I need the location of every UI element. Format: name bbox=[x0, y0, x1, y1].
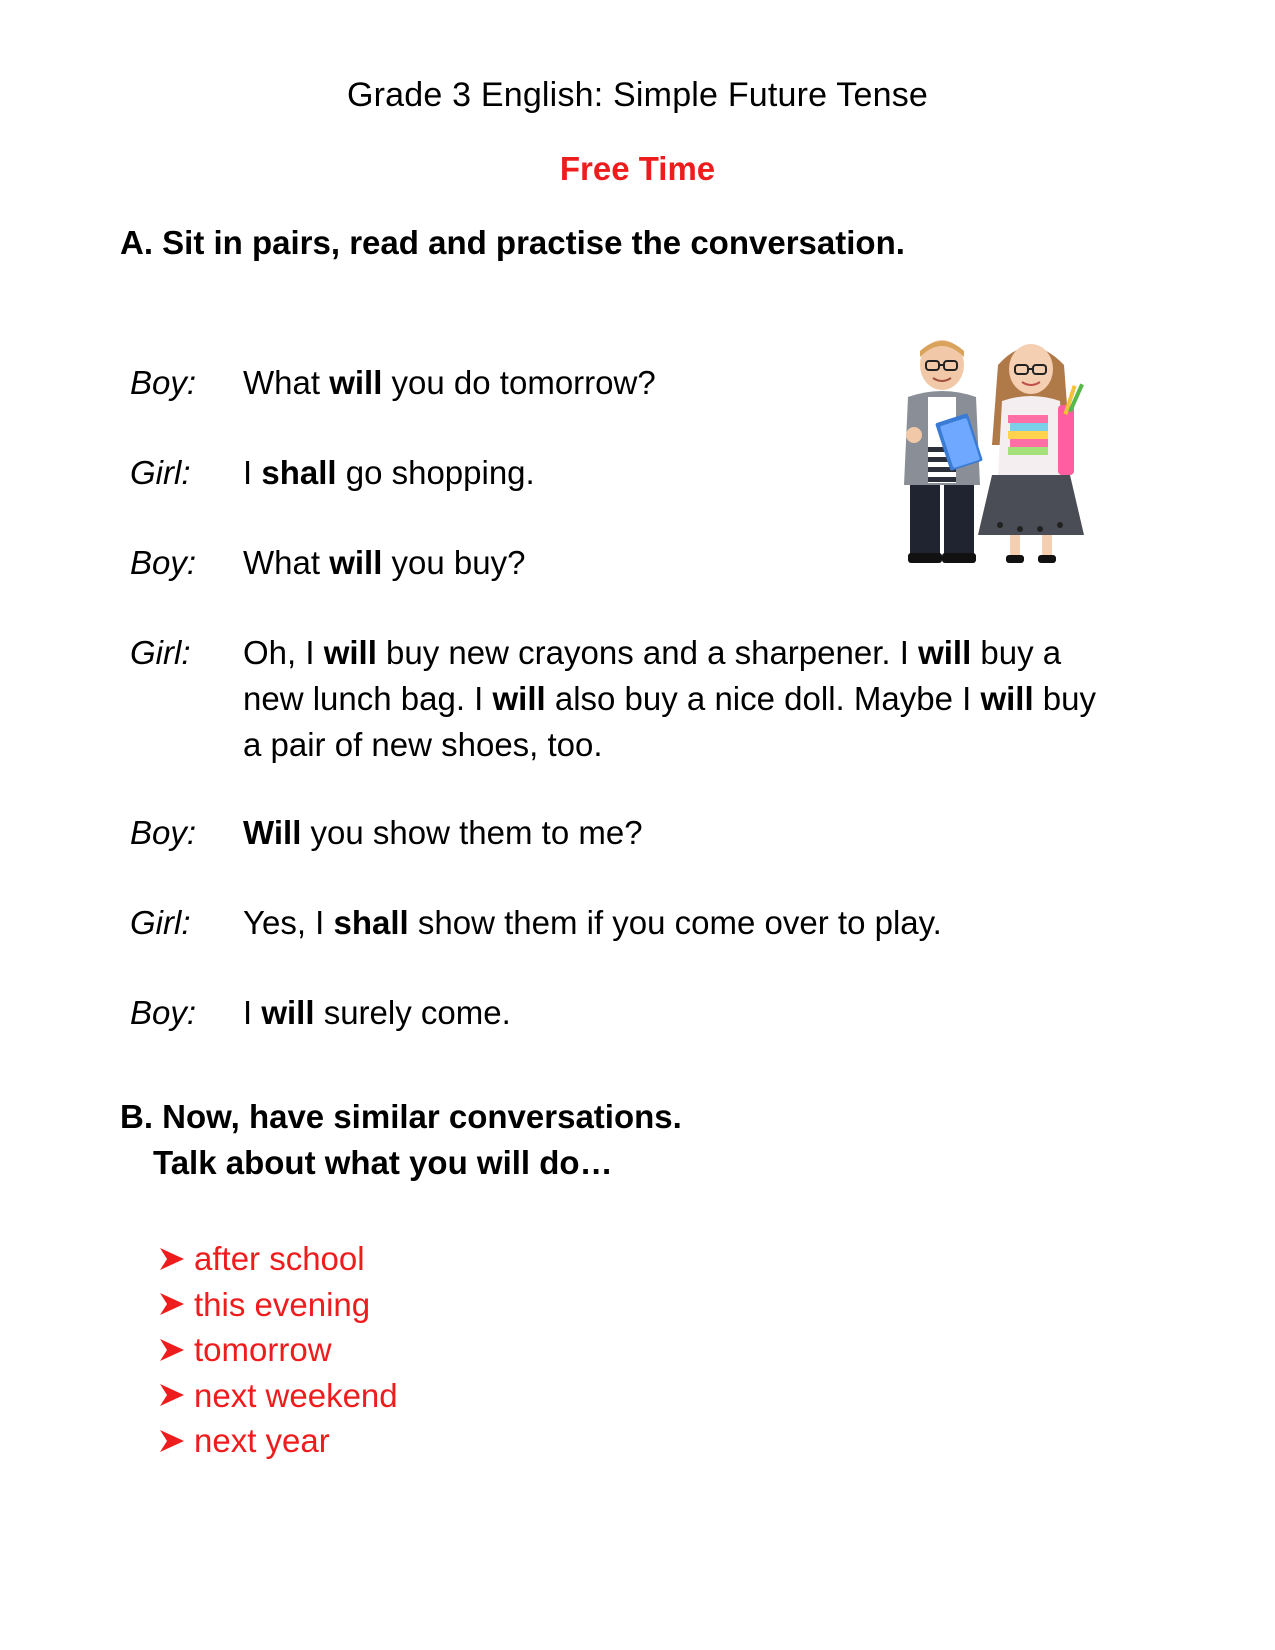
list-item-label: next weekend bbox=[194, 1376, 398, 1414]
speaker-label: Girl: bbox=[130, 454, 191, 491]
list-item bbox=[158, 1282, 398, 1328]
dialogue-line: What will you do tomorrow? bbox=[243, 364, 656, 401]
modal-verb: shall bbox=[261, 454, 337, 491]
modal-verb: will bbox=[329, 544, 383, 581]
arrowhead-icon bbox=[158, 1381, 186, 1409]
girl-figure bbox=[978, 344, 1084, 563]
dialogue-line: I shall go shopping. bbox=[243, 454, 535, 491]
section-a-heading: A. Sit in pairs, read and practise the conversation. bbox=[120, 224, 905, 261]
page-subtitle: Free Time bbox=[559, 150, 716, 187]
list-item bbox=[158, 1373, 398, 1419]
boy-figure bbox=[904, 340, 983, 563]
dialogue-line: What will you buy? bbox=[243, 544, 526, 581]
speaker-label: Boy: bbox=[130, 544, 197, 581]
speaker-label: Girl: bbox=[130, 634, 191, 671]
dialogue-line: Yes, I shall show them if you come over to play. bbox=[243, 904, 942, 941]
dialogue-line: I will surely come. bbox=[243, 994, 511, 1031]
time-expressions-list bbox=[158, 1236, 398, 1464]
list-item-label: this evening bbox=[194, 1285, 371, 1323]
list-item bbox=[158, 1418, 398, 1464]
modal-verb: will bbox=[323, 634, 377, 671]
list-item bbox=[158, 1327, 398, 1373]
arrowhead-icon bbox=[158, 1245, 186, 1273]
speaker-label: Boy: bbox=[130, 994, 197, 1031]
modal-verb: will bbox=[492, 680, 546, 717]
list-item-label: tomorrow bbox=[194, 1331, 332, 1368]
modal-verb: Will bbox=[243, 814, 302, 851]
speaker-label: Girl: bbox=[130, 904, 191, 941]
children-with-books-illustration bbox=[880, 335, 1105, 565]
modal-verb: will bbox=[918, 634, 972, 671]
arrowhead-icon bbox=[158, 1290, 186, 1318]
arrowhead-icon bbox=[158, 1336, 186, 1364]
modal-verb: will bbox=[261, 994, 315, 1031]
section-b-heading-line2: Talk about what you will do… bbox=[153, 1144, 613, 1181]
modal-verb: shall bbox=[333, 904, 409, 941]
speaker-label: Boy: bbox=[130, 364, 197, 401]
page-title: Grade 3 English: Simple Future Tense bbox=[346, 76, 929, 114]
dialogue-line: Will you show them to me? bbox=[243, 814, 643, 851]
dialogue-line: Oh, I will buy new crayons and a sharpener. I will buy a new lunch bag. I will also buy a nice doll. Maybe I will buy a pair of new shoes, too. bbox=[243, 634, 1096, 763]
modal-verb: will bbox=[329, 364, 383, 401]
list-item-label: after school bbox=[194, 1240, 365, 1277]
section-b-heading-line1: B. Now, have similar conversations. bbox=[120, 1098, 682, 1135]
list-item-label: next year bbox=[194, 1422, 330, 1459]
arrowhead-icon bbox=[158, 1427, 186, 1455]
list-item bbox=[158, 1236, 398, 1282]
modal-verb: will bbox=[980, 680, 1034, 717]
speaker-label: Boy: bbox=[130, 814, 197, 851]
section-b-heading bbox=[120, 1094, 682, 1186]
